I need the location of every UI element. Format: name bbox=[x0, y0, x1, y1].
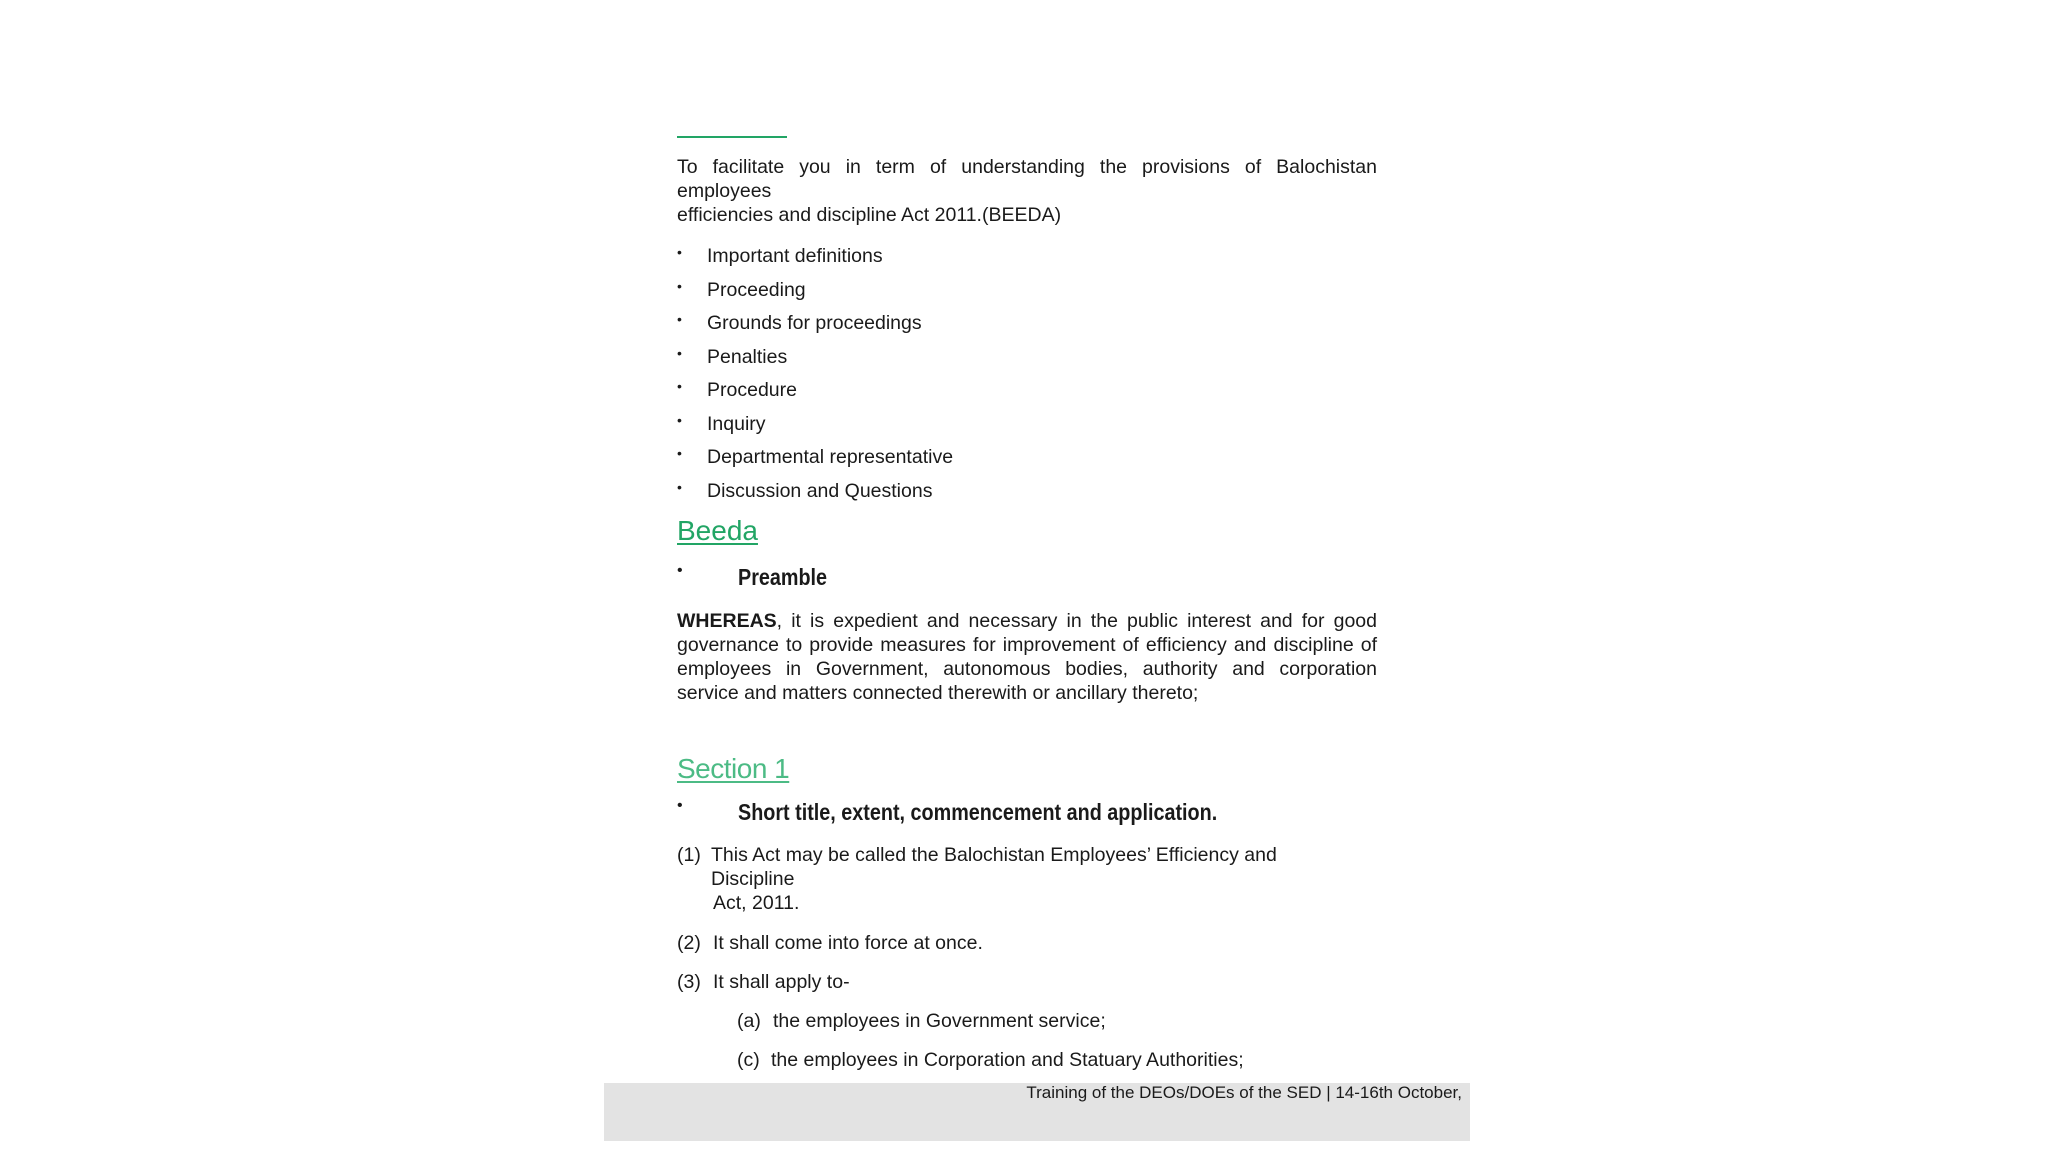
bullet-icon: • bbox=[677, 411, 682, 428]
short-title-title: Short title, extent, commencement and application. bbox=[738, 799, 1218, 825]
preamble-paragraph bbox=[677, 609, 1377, 705]
list-item: • Proceeding bbox=[677, 276, 953, 310]
list-item: • Inquiry bbox=[677, 410, 953, 444]
list-item: • Grounds for proceedings bbox=[677, 309, 953, 343]
bullet-icon: • bbox=[677, 277, 682, 294]
bullet-icon: • bbox=[677, 797, 683, 814]
clause-number: (1) bbox=[677, 844, 701, 866]
list-item: • Departmental representative bbox=[677, 443, 953, 477]
intro-paragraph bbox=[677, 155, 1377, 227]
bullet-icon: • bbox=[677, 311, 682, 327]
clause-text: It shall come into force at once. bbox=[713, 932, 983, 954]
section-1-heading: Section 1 bbox=[677, 753, 790, 784]
clause-text: This Act may be called the Balochistan Employees’ Efficiency and Discipline bbox=[711, 844, 1277, 890]
topics-list bbox=[677, 242, 953, 510]
heading-underline-rule bbox=[677, 136, 787, 138]
footer-text: Training of the DEOs/DOEs of the SED | 14-16th October, bbox=[1026, 1083, 1462, 1102]
clause-number: (2) bbox=[677, 932, 701, 954]
sub-clause-text: the employees in Corporation and Statuary Authorities; bbox=[771, 1049, 1244, 1071]
intro-line-1: To facilitate you in term of understanding the provisions of Balochistan bbox=[677, 156, 1377, 178]
intro-line-3: efficiencies and discipline Act 2011.(BEEDA) bbox=[677, 204, 1062, 226]
intro-line-2: employees bbox=[677, 180, 772, 202]
list-item: • Penalties bbox=[677, 343, 953, 377]
sub-clause-text: the employees in Government service; bbox=[773, 1010, 1106, 1032]
bullet-icon: • bbox=[677, 378, 682, 394]
bullet-icon: • bbox=[677, 478, 682, 495]
list-item: • Important definitions bbox=[677, 242, 953, 276]
bullet-icon: • bbox=[677, 562, 683, 579]
whereas-label: WHEREAS bbox=[677, 610, 777, 632]
list-item: • Procedure bbox=[677, 376, 953, 410]
clause-text: It shall apply to- bbox=[713, 971, 850, 993]
clause-number: (3) bbox=[677, 971, 701, 993]
preamble-text: , it is expedient and necessary in the public interest and for good governance to provide measures for improvement of efficiency and discipline of employees in Government, autonomous bodies, authority and corporation service and matters connected therewith or ancillary thereto; bbox=[677, 610, 1377, 704]
beeda-heading: Beeda bbox=[677, 515, 758, 546]
sub-clause-number: (a) bbox=[737, 1010, 761, 1032]
sub-clause-number: (c) bbox=[737, 1049, 760, 1071]
clause-text-continued: Act, 2011. bbox=[713, 892, 800, 914]
bullet-icon: • bbox=[677, 344, 682, 361]
bullet-icon: • bbox=[677, 445, 682, 461]
preamble-title: Preamble bbox=[738, 564, 828, 590]
bullet-icon: • bbox=[677, 244, 682, 260]
list-item: • Discussion and Questions bbox=[677, 477, 953, 511]
page-footer bbox=[604, 1083, 1470, 1141]
